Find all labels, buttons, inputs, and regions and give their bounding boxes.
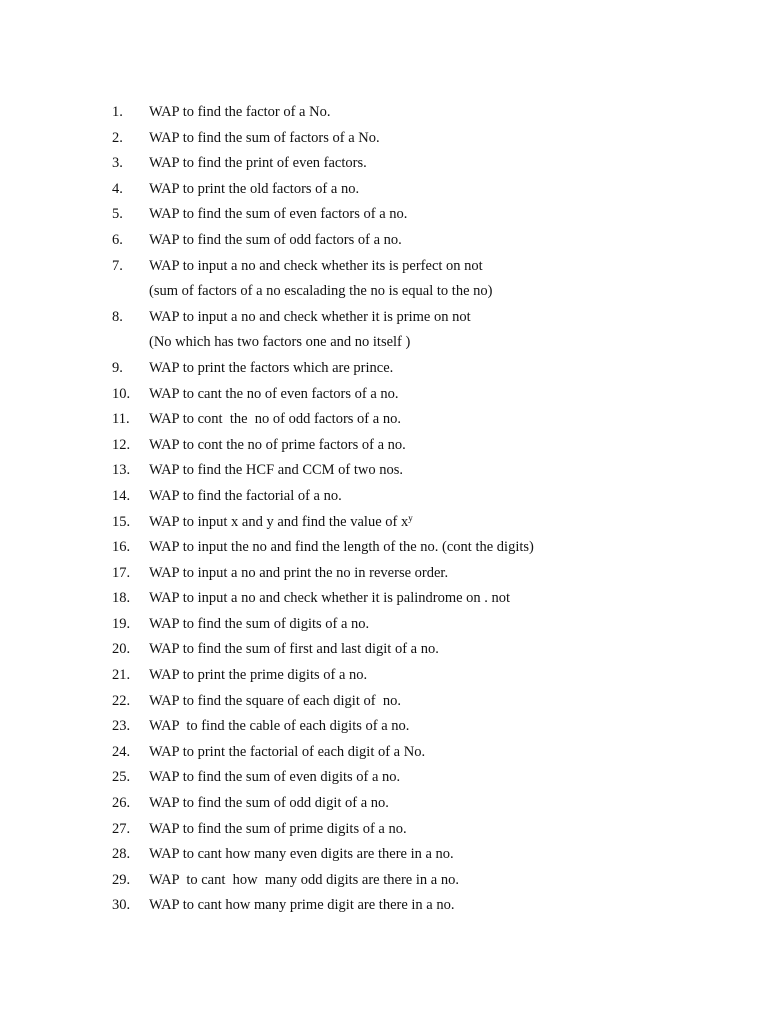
item-text: WAP to input a no and check whether it is prime on not <box>149 308 471 325</box>
list-item <box>112 740 732 766</box>
list-item <box>112 305 732 356</box>
item-text: WAP to cant how many odd digits are there in a no. <box>149 871 459 888</box>
list-item <box>112 637 732 663</box>
item-note: (No which has two factors one and no itself ) <box>149 334 411 351</box>
item-number: 26. <box>112 795 131 812</box>
item-text: WAP to find the sum of first and last digit of a no. <box>149 641 439 658</box>
list-item <box>112 484 732 510</box>
item-number: 1. <box>112 104 123 120</box>
list-item <box>112 689 732 715</box>
item-text: WAP to cant how many even digits are there in a no. <box>149 846 454 863</box>
list-item <box>112 842 732 868</box>
item-text: WAP to find the factorial of a no. <box>149 487 342 504</box>
list-item <box>112 433 732 459</box>
list-item <box>112 126 732 152</box>
item-text: WAP to input the no and find the length of the no. (cont the digits) <box>149 539 534 556</box>
list-item <box>112 893 732 919</box>
item-text: WAP to find the print of even factors. <box>149 155 367 172</box>
item-number: 24. <box>112 743 131 760</box>
list-item <box>112 817 732 843</box>
item-number: 10. <box>112 385 131 402</box>
item-text: WAP to find the sum of even factors of a no. <box>149 206 408 223</box>
item-text: WAP to cont the no of odd factors of a no. <box>149 411 401 428</box>
item-number: 16. <box>112 539 131 556</box>
item-number: 30. <box>112 897 131 914</box>
exponent: y <box>408 512 413 523</box>
item-number: 29. <box>112 871 131 888</box>
list-item <box>112 612 732 638</box>
list-item <box>112 202 732 228</box>
item-text: WAP to find the sum of digits of a no. <box>149 615 370 632</box>
list-item <box>112 868 732 894</box>
item-number: 7. <box>112 257 123 274</box>
item-number: 2. <box>112 129 123 146</box>
item-number: 5. <box>112 206 123 223</box>
item-number: 19. <box>112 615 131 632</box>
item-text: WAP to find the sum of prime digits of a no. <box>149 820 407 837</box>
item-text: WAP to find the sum of factors of a No. <box>149 129 380 146</box>
item-number: 22. <box>112 692 131 709</box>
item-text: WAP to find the sum of odd digit of a no. <box>149 795 389 812</box>
list-item <box>112 663 732 689</box>
item-text: WAP to cant the no of even factors of a no. <box>149 385 399 402</box>
item-number: 13. <box>112 462 131 479</box>
exercise-list <box>112 100 732 919</box>
item-number: 14. <box>112 487 131 504</box>
item-text: WAP to print the factorial of each digit of a No. <box>149 743 426 760</box>
list-item <box>112 177 732 203</box>
item-note: (sum of factors of a no escalading the no is equal to the no) <box>149 283 493 300</box>
item-text: WAP to print the prime digits of a no. <box>149 667 368 684</box>
item-text: WAP to find the cable of each digits of a no. <box>149 718 410 735</box>
list-item <box>112 407 732 433</box>
item-text: WAP to input x and y and find the value of x <box>149 513 409 530</box>
item-number: 12. <box>112 436 131 453</box>
list-item <box>112 561 732 587</box>
list-item <box>112 765 732 791</box>
item-number: 21. <box>112 667 131 684</box>
item-number: 28. <box>112 846 131 863</box>
item-text: WAP to cant how many prime digit are there in a no. <box>149 897 455 914</box>
item-number: 3. <box>112 155 123 172</box>
item-text: WAP to input a no and check whether it is palindrome on . not <box>149 590 511 607</box>
item-number: 23. <box>112 718 131 735</box>
list-item <box>112 586 732 612</box>
item-number: 15. <box>112 513 131 530</box>
list-item <box>112 714 732 740</box>
item-number: 25. <box>112 769 131 786</box>
item-text: WAP to input a no and print the no in reverse order. <box>149 564 449 581</box>
item-number: 8. <box>112 308 123 325</box>
item-text: WAP to find the sum of odd factors of a no. <box>149 231 402 248</box>
item-text: WAP to print the factors which are prince. <box>149 359 394 376</box>
item-text: WAP to find the square of each digit of no. <box>149 692 401 709</box>
item-number: 20. <box>112 641 131 658</box>
list-item <box>112 151 732 177</box>
list-item <box>112 100 732 126</box>
item-text: WAP to input a no and check whether its is perfect on not <box>149 257 483 274</box>
list-item <box>112 458 732 484</box>
item-number: 27. <box>112 820 131 837</box>
item-number: 4. <box>112 180 123 197</box>
list-item <box>112 382 732 408</box>
item-text: WAP to find the sum of even digits of a no. <box>149 769 401 786</box>
item-text: WAP to cont the no of prime factors of a no. <box>149 436 406 453</box>
list-item <box>112 228 732 254</box>
item-number: 6. <box>112 231 123 248</box>
item-text-with-exponent <box>149 510 413 536</box>
item-text: WAP to find the HCF and CCM of two nos. <box>149 462 404 479</box>
item-text: WAP to print the old factors of a no. <box>149 180 360 197</box>
item-number: 18. <box>112 590 131 607</box>
item-number: 9. <box>112 359 123 376</box>
item-text: WAP to find the factor of a No. <box>149 104 331 120</box>
list-item <box>112 510 732 536</box>
item-number: 17. <box>112 564 131 581</box>
list-item <box>112 791 732 817</box>
list-item <box>112 254 732 305</box>
list-item <box>112 535 732 561</box>
list-item <box>112 356 732 382</box>
item-number: 11. <box>112 411 130 428</box>
